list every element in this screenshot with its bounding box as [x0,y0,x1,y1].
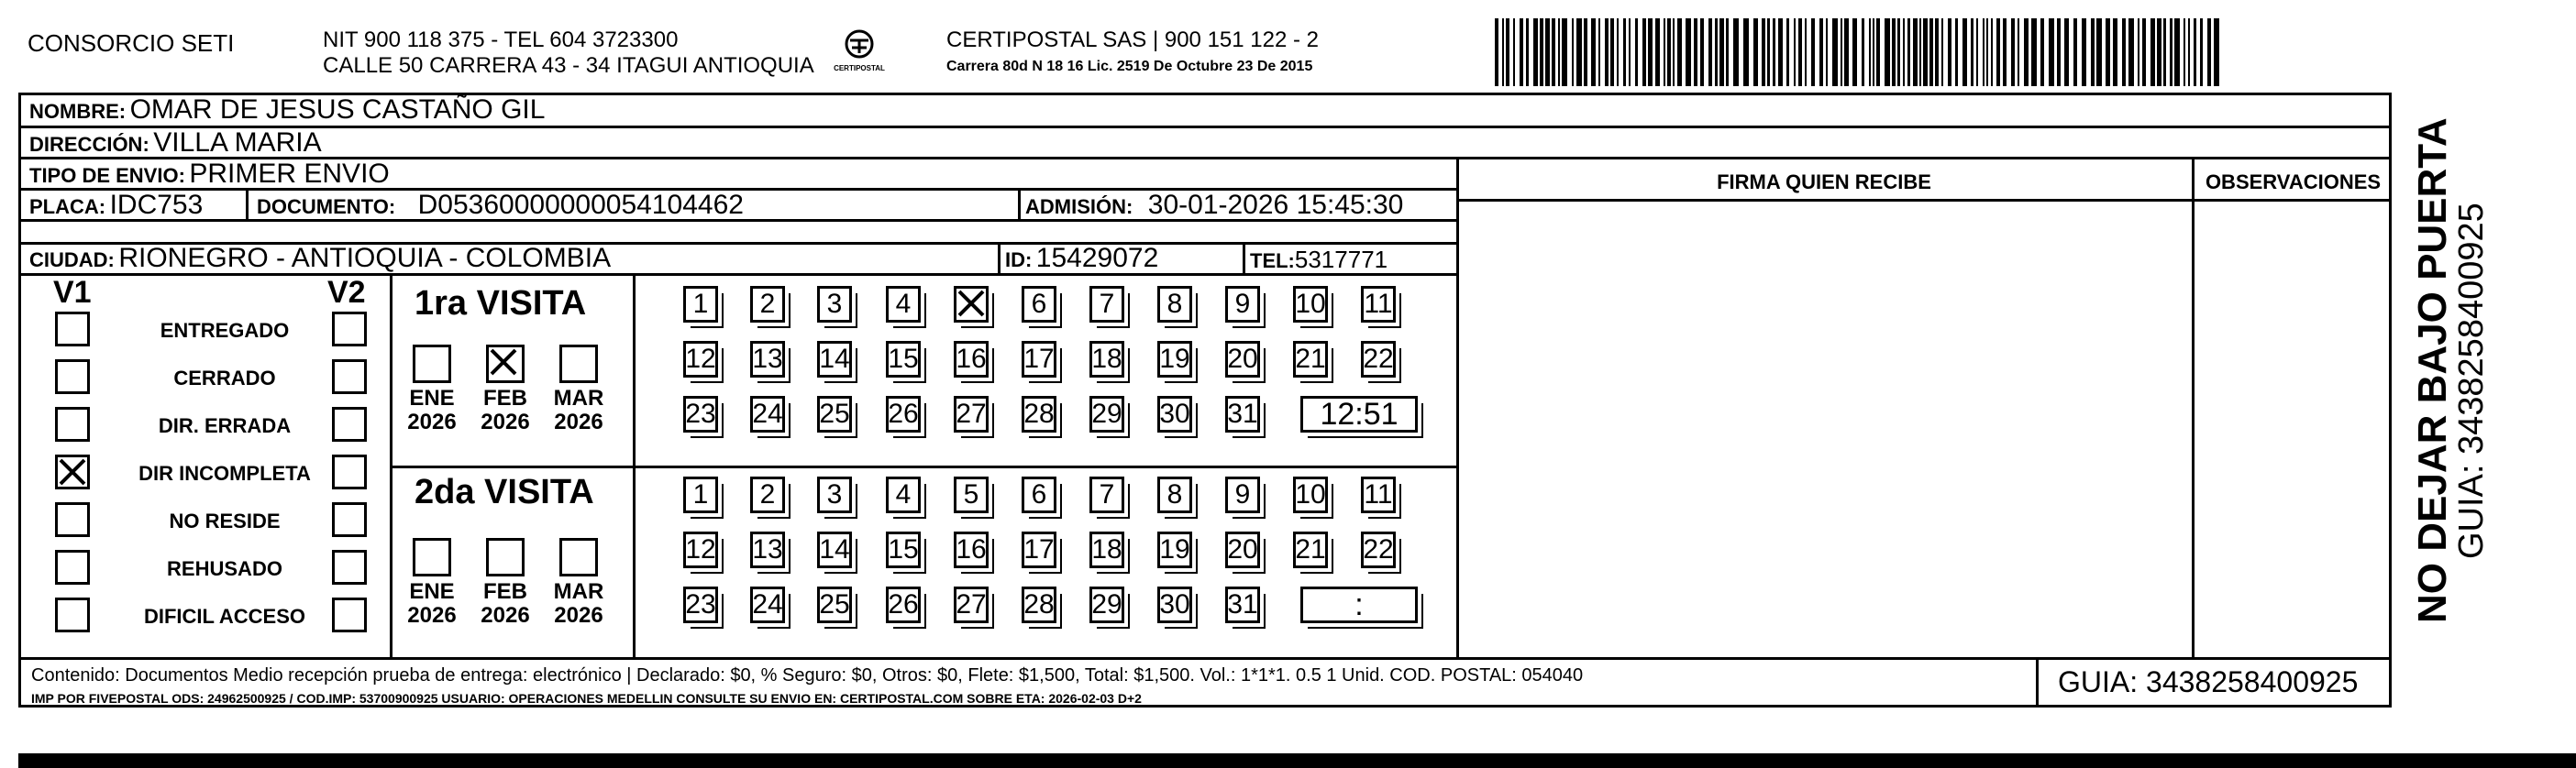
barcode-bar [1923,18,1928,86]
v1-checkbox[interactable] [55,312,90,346]
day-box[interactable]: 28 [1022,396,1056,433]
barcode-bar [1876,18,1880,86]
barcode-bar [1708,18,1712,86]
barcode-bar [2024,18,2029,86]
month-year: 2026 [407,410,457,434]
barcode-bar [1841,18,1842,86]
barcode-bar [1506,18,1509,86]
barcode-bar [1502,18,1504,86]
barcode-bar [2082,18,2086,86]
x-mark-icon [58,457,87,487]
observaciones-header: OBSERVACIONES [2205,170,2382,193]
id-label: ID: [1005,248,1033,271]
barcode-bar [1743,18,1749,86]
barcode-bar [1971,18,1973,86]
barcode-bar [1664,18,1665,86]
barcode-bar [1753,18,1758,86]
logo-text: CERTIPOSTAL [834,64,885,72]
barcode-bar [1767,18,1770,86]
barcode-bar [2184,18,2185,86]
month-year: 2026 [481,410,530,434]
status-label: DIFICIL ACCESO [143,605,305,628]
documento-row [257,190,744,221]
barcode-bar [2174,18,2180,86]
barcode-bar [2128,18,2134,86]
month-checkbox[interactable] [559,538,598,576]
barcode-bar [1903,18,1905,86]
month-checkbox[interactable] [413,538,451,576]
day-box[interactable]: 22 [1361,532,1396,568]
barcode-bar [1962,18,1967,86]
direccion-row [29,127,322,159]
barcode-bar [1805,18,1807,86]
month-checkbox[interactable] [559,345,598,383]
documento-value: D05360000000054104462 [417,190,744,220]
second-visit-label: 2da VISITA [415,473,594,511]
barcode-bar [1495,18,1498,86]
barcode-bar [1869,18,1871,86]
month-name: MAR [553,579,604,604]
barcode-bar [1558,18,1560,86]
barcode-bar [1819,18,1823,86]
barcode-bar [2157,18,2161,86]
barcode-bar [1948,18,1951,86]
nombre-label: NOMBRE: [29,100,127,123]
day-box[interactable]: 5 [954,477,989,513]
barcode-bar [1955,18,1958,86]
barcode-bar [1629,18,1631,86]
day-box[interactable]: 7 [1089,477,1124,513]
day-box[interactable]: 9 [1225,477,1260,513]
day-box[interactable]: 12 [683,532,718,568]
month-checkbox[interactable] [413,345,451,383]
barcode-bar [2122,18,2126,86]
day-box[interactable]: 7 [1089,286,1124,323]
ciudad-row [29,243,611,274]
barcode-bar [2207,18,2211,86]
barcode-bar [1907,18,1910,86]
barcode-bar [2073,18,2077,86]
day-box[interactable]: 13 [750,532,785,568]
day-box[interactable]: 27 [954,396,989,433]
time-box[interactable]: : [1300,587,1418,623]
month-year: 2026 [554,410,603,434]
day-box[interactable]: 10 [1293,286,1328,323]
month-checkbox[interactable] [486,538,525,576]
side-guia: GUIA: 3438258400925 [2452,203,2491,559]
barcode-bar [1778,18,1783,86]
day-box[interactable]: 9 [1225,286,1260,323]
v2-checkbox[interactable] [332,502,367,537]
barcode-bar [1591,18,1596,86]
status-label: DIR. ERRADA [158,414,292,437]
barcode-bar [1598,18,1600,86]
day-box[interactable]: 1 [683,477,718,513]
barcode-bar [2064,18,2069,86]
barcode-bar [1897,18,1900,86]
day-box[interactable]: 23 [683,587,718,623]
x-mark-icon [956,289,986,318]
day-box[interactable]: 11 [1361,286,1396,323]
barcode-bar [1762,18,1765,86]
bottom-edge-band [18,753,2576,768]
barcode-bar [1552,18,1555,86]
barcode-bar [1862,18,1864,86]
day-box[interactable]: 19 [1157,341,1192,378]
day-box[interactable]: 29 [1089,587,1124,623]
barcode-bar [2057,18,2061,86]
barcode-bar [1794,18,1796,86]
day-box[interactable]: 20 [1225,341,1260,378]
barcode-bar [1733,18,1739,86]
barcode-bar [1986,18,1988,86]
barcode-bar [2214,18,2219,86]
barcode-bar [1913,18,1918,86]
month-label [404,580,459,628]
day-box[interactable] [954,286,989,323]
barcode-bar [1991,18,1993,86]
barcode [1495,18,2219,86]
day-box[interactable]: 2 [750,477,785,513]
barcode-bar [1826,18,1828,86]
barcode-bar [1562,18,1567,86]
tel-value: 5317771 [1294,246,1388,273]
ciudad-label: CIUDAD: [29,248,115,271]
address-line: CALLE 50 CARRERA 43 - 34 ITAGUI ANTIOQUIA [323,53,814,78]
barcode-bar [2049,18,2054,86]
tel-row [1250,246,1388,274]
month-year: 2026 [407,603,457,628]
placa-value: IDC753 [109,190,204,220]
admision-value: 30-01-2026 15:45:30 [1147,190,1404,220]
day-box[interactable]: 13 [750,341,785,378]
barcode-bar [1996,18,2000,86]
barcode-bar [2018,18,2019,86]
barcode-bar [2200,18,2203,86]
barcode-bar [1540,18,1543,86]
day-box[interactable]: 3 [817,286,852,323]
month-name: ENE [409,386,455,411]
tel-label: TEL: [1250,249,1295,272]
month-name: ENE [409,579,455,604]
day-box[interactable]: 2 [750,286,785,323]
side-warning: NO DEJAR BAJO PUERTA [2410,117,2455,623]
imp-line: IMP POR FIVEPOSTAL ODS: 24962500925 / COD.IMP: 53700900925 USUARIO: OPERACIONES MEDELLIN CONSULTE SU ENVIO EN: CERTIPOSTAL.COM SOBRE ETA: 2026-02-03 D+2 [31,691,1142,706]
barcode-bar [1667,18,1671,86]
barcode-bar [1873,18,1874,86]
tipo-label: TIPO DE ENVIO: [29,164,185,187]
day-box[interactable]: 22 [1361,341,1396,378]
barcode-bar [1545,18,1550,86]
v2-checkbox[interactable] [332,598,367,632]
barcode-bar [1976,18,1978,86]
nombre-row [29,94,545,126]
v1-checkbox[interactable] [55,550,90,585]
barcode-bar [1520,18,1523,86]
day-box[interactable]: 29 [1089,396,1124,433]
month-label [551,580,606,628]
barcode-bar [1584,18,1587,86]
barcode-bar [1513,18,1515,86]
admision-row [1025,190,1403,221]
ciudad-value: RIONEGRO - ANTIOQUIA - COLOMBIA [118,243,612,273]
day-box[interactable]: 15 [886,341,921,378]
day-box[interactable]: 17 [1022,341,1056,378]
day-box[interactable]: 6 [1022,286,1056,323]
day-box[interactable]: 12 [683,341,718,378]
day-box[interactable]: 25 [817,396,852,433]
day-box[interactable]: 3 [817,477,852,513]
day-box[interactable]: 26 [886,587,921,623]
status-label: ENTREGADO [160,319,290,342]
status-label: NO RESIDE [169,510,281,532]
month-year: 2026 [554,603,603,628]
day-box[interactable]: 16 [954,341,989,378]
month-label [478,387,533,434]
month-checkbox[interactable] [486,345,525,383]
v2-checkbox[interactable] [332,550,367,585]
barcode-bar [1635,18,1638,86]
tipo-value: PRIMER ENVIO [189,159,390,189]
day-box[interactable]: 8 [1157,477,1192,513]
barcode-bar [2150,18,2155,86]
barcode-bar [2011,18,2015,86]
barcode-bar [1700,18,1704,86]
barcode-bar [2142,18,2146,86]
barcode-bar [1694,18,1697,86]
barcode-bar [1941,18,1943,86]
tipo-row [29,159,390,190]
day-box[interactable]: 24 [750,396,785,433]
x-mark-icon [489,347,518,377]
month-year: 2026 [481,603,530,628]
barcode-bar [2194,18,2196,86]
nombre-value: OMAR DE JESUS CASTAÑO GIL [129,94,546,125]
company-name: CONSORCIO SETI [28,29,235,57]
v2-checkbox[interactable] [332,312,367,346]
barcode-bar [1533,18,1538,86]
day-box[interactable]: 24 [750,587,785,623]
month-name: FEB [483,579,527,604]
barcode-bar [1919,18,1921,86]
barcode-bar [2170,18,2172,86]
license-line: Carrera 80d N 18 16 Lic. 2519 De Octubre 23 De 2015 [946,59,1313,74]
day-box[interactable]: 16 [954,532,989,568]
barcode-bar [1798,18,1802,86]
barcode-bar [1677,18,1682,86]
certipostal-logo [830,27,889,79]
day-box[interactable]: 20 [1225,532,1260,568]
v1-label: V1 [53,275,92,310]
footer-guia: GUIA: 3438258400925 [2058,665,2359,698]
v2-checkbox[interactable] [332,359,367,394]
barcode-bar [1786,18,1789,86]
barcode-bar [1605,18,1609,86]
placa-row [29,190,203,221]
month-label [404,387,459,434]
barcode-bar [1610,18,1614,86]
direccion-label: DIRECCIÓN: [29,133,149,156]
day-box[interactable]: 21 [1293,532,1328,568]
day-box[interactable]: 31 [1225,587,1260,623]
barcode-bar [2188,18,2190,86]
day-box[interactable]: 27 [954,587,989,623]
barcode-bar [1617,18,1619,86]
barcode-bar [1719,18,1724,86]
barcode-bar [1686,18,1691,86]
day-box[interactable]: 6 [1022,477,1056,513]
v2-checkbox[interactable] [332,407,367,442]
time-box[interactable]: 12:51 [1300,396,1418,433]
firma-header: FIRMA QUIEN RECIBE [1717,170,1931,193]
day-box[interactable]: 14 [817,532,852,568]
v1-checkbox[interactable] [55,502,90,537]
barcode-bar [2096,18,2102,86]
barcode-bar [1852,18,1857,86]
v1-checkbox[interactable] [55,598,90,632]
barcode-bar [1773,18,1775,86]
status-label: CERRADO [173,367,276,389]
day-box[interactable]: 19 [1157,532,1192,568]
nit-line: NIT 900 118 375 - TEL 604 3723300 [323,27,679,52]
day-box[interactable]: 8 [1157,286,1192,323]
barcode-bar [1642,18,1646,86]
day-box[interactable]: 21 [1293,341,1328,378]
admision-label: ADMISIÓN: [1025,195,1133,218]
barcode-bar [1526,18,1529,86]
contenido-line: Contenido: Documentos Medio recepción prueba de entrega: electrónico | Declarado: $0, % Seguro: $0, Otros: $0, Flete: $1,500, Total: $1,500. Vol.: 1*1*1. 0.5 1 Unid. COD. POSTAL: 054040 [31,665,1584,686]
status-label: DIR INCOMPLETA [138,462,311,485]
id-value: 15429072 [1035,243,1159,273]
v2-checkbox[interactable] [332,455,367,489]
day-box[interactable]: 25 [817,587,852,623]
first-visit-label: 1ra VISITA [415,284,587,323]
barcode-bar [1885,18,1890,86]
barcode-bar [2113,18,2117,86]
day-box[interactable]: 4 [886,286,921,323]
day-box[interactable]: 14 [817,341,852,378]
month-name: FEB [483,386,527,411]
day-box[interactable]: 15 [886,532,921,568]
barcode-bar [1655,18,1660,86]
v2-label: V2 [327,275,366,310]
barcode-bar [1726,18,1729,86]
month-label [551,387,606,434]
barcode-bar [1572,18,1574,86]
day-box[interactable]: 31 [1225,396,1260,433]
barcode-bar [2138,18,2139,86]
barcode-bar [1576,18,1582,86]
barcode-bar [2106,18,2110,86]
barcode-bar [2031,18,2037,86]
day-box[interactable]: 30 [1157,396,1192,433]
day-box[interactable]: 23 [683,396,718,433]
day-box[interactable]: 18 [1089,532,1124,568]
day-box[interactable]: 30 [1157,587,1192,623]
barcode-bar [1844,18,1849,86]
certipostal-line: CERTIPOSTAL SAS | 900 151 122 - 2 [946,27,1319,52]
day-box[interactable]: 11 [1361,477,1396,513]
day-box[interactable]: 26 [886,396,921,433]
barcode-bar [1983,18,1985,86]
month-label [478,580,533,628]
v1-checkbox[interactable] [55,455,90,489]
v1-checkbox[interactable] [55,359,90,394]
barcode-bar [1935,18,1939,86]
day-box[interactable]: 1 [683,286,718,323]
barcode-bar [1673,18,1675,86]
barcode-bar [2163,18,2166,86]
day-box[interactable]: 10 [1293,477,1328,513]
barcode-bar [1715,18,1718,86]
barcode-bar [1929,18,1933,86]
placa-label: PLACA: [29,195,106,218]
barcode-bar [1623,18,1626,86]
status-label: REHUSADO [167,557,282,580]
barcode-bar [1892,18,1896,86]
month-name: MAR [553,386,604,411]
id-row [1005,243,1158,274]
documento-label: DOCUMENTO: [257,195,396,218]
day-box[interactable]: 18 [1089,341,1124,378]
v1-checkbox[interactable] [55,407,90,442]
barcode-bar [1648,18,1653,86]
barcode-bar [1832,18,1838,86]
day-box[interactable]: 28 [1022,587,1056,623]
barcode-bar [1811,18,1815,86]
barcode-bar [2040,18,2044,86]
day-box[interactable]: 17 [1022,532,1056,568]
barcode-bar [2091,18,2095,86]
barcode-bar [2003,18,2007,86]
day-box[interactable]: 4 [886,477,921,513]
direccion-value: VILLA MARIA [153,127,322,158]
